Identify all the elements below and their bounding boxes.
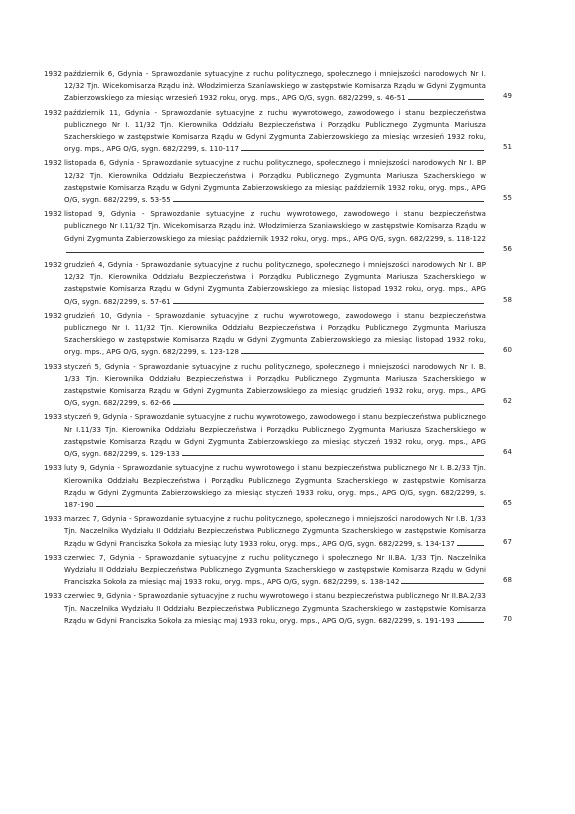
dot-leader	[182, 448, 484, 456]
toc-entry	[44, 310, 516, 359]
entry-year: 1932	[44, 210, 63, 219]
dot-leader	[96, 499, 484, 507]
entry-description	[64, 157, 516, 206]
dot-leader	[66, 245, 484, 253]
entry-description	[64, 310, 516, 359]
entry-year: 1933	[44, 553, 63, 562]
entry-text: październik 11, Gdynia - Sprawozdanie sytuacyjne z ruchu wywrotowego, zawodowego i stanu bezpieczeństwa publicznego Nr I. 11/32 Tjn. Kierownika Oddziału Bezpieczeństwa i Porządku Publicznego Zygmunta Mariusza Szacherskiego w zastępstwie Komisarza Rządu w Gdyni Zygmunta Zabierzowskiego za miesiąc wrzesień 1932 roku, oryg. mps., APG O/G, sygn. 682/2299, s. 110-117	[64, 108, 486, 154]
entry-text: styczeń 9, Gdynia - Sprawozdanie sytuacyjne z ruchu wywrotowego, zawodowego i stanu bezpieczeństwa publicznego Nr I.11/33 Tjn. Kierownika Oddziału Bezpieczeństwa i Porządku Publicznego Zygmunta Mariusza Szacherskiego w zastępstwie Komisarza Rządu w Gdyni Zygmunta Zabierzowskiego za miesiąc styczeń 1932 roku, oryg. mps., APG O/G, sygn. 682/2299, s. 129-133	[64, 413, 486, 459]
toc-entry	[44, 411, 516, 460]
entry-description	[64, 259, 516, 308]
entry-description	[64, 590, 516, 627]
entry-description	[64, 68, 516, 105]
entry-page-number: 56	[502, 244, 512, 253]
dot-leader	[173, 397, 484, 405]
toc-entry	[44, 68, 516, 105]
entry-year: 1933	[44, 413, 63, 422]
toc-entry	[44, 259, 516, 308]
entry-page-number: 55	[502, 194, 512, 203]
entry-page-number: 67	[502, 537, 512, 546]
dot-leader	[241, 143, 484, 151]
entry-year: 1932	[44, 108, 63, 117]
entry-year: 1933	[44, 515, 63, 524]
entry-description	[64, 107, 516, 156]
entry-description	[64, 208, 516, 257]
entry-year: 1933	[44, 464, 63, 473]
entry-description	[64, 552, 516, 589]
entry-text: czerwiec 9, Gdynia - Sprawozdanie sytuacyjne z ruchu wywrotowego i stanu bezpieczeństwa publicznego Nr II.BA.2/33 Tjn. Naczelnika Wydziału II Oddziału Bezpieczeństwa Publicznego Zygmunta Szacherskiego w zastępstwie Komisarza Rządu w Gdyni Franciszka Sokoła za miesiąc maj 1933 roku, oryg. mps., APG O/G, sygn. 682/2299, s. 191-193	[64, 592, 486, 625]
dot-leader	[173, 296, 484, 304]
entry-page-number: 51	[502, 143, 512, 152]
entry-text: październik 6, Gdynia - Sprawozdanie sytuacyjne z ruchu politycznego, społecznego i mniejszości narodowych Nr I. 12/32 Tjn. Wicekomisarza Rządu inż. Włodzimierza Szaniawskiego w zastępstwie Komisarza Rządu w Gdyni Zygmunta Zabierzowskiego za miesiąc wrzesień 1932 roku, oryg. mps., APG O/G, sygn. 682/2299, s. 46-51	[64, 70, 486, 103]
entry-year: 1932	[44, 311, 63, 320]
entry-text: listopada 6, Gdynia - Sprawozdanie sytuacyjne z ruchu politycznego, społecznego i mniejszości narodowych Nr I. BP 12/32 Tjn. Kierownika Oddziału Bezpieczeństwa i Porządku Publicznego Zygmunta Mariusza Szacherskiego w zastępstwie Komisarza Rządu w Gdyni Zygmunta Zabierzowskiego za miesiąc październik 1932 roku, oryg. mps., APG O/G, sygn. 682/2299, s. 53-55	[64, 159, 486, 205]
entry-year: 1932	[44, 159, 63, 168]
entry-text: grudzień 4, Gdynia - Sprawozdanie sytuacyjne z ruchu politycznego, społecznego i mniejszości narodowych Nr I. BP 12/32 Tjn. Kierownika Oddziału Bezpieczeństwa i Porządku Publicznego Zygmunta Mariusza Szacherskiego w zastępstwie Komisarza Rządu w Gdyni Zygmunta Zabierzowskiego za miesiąc listopad 1932 roku, oryg. mps., APG O/G, sygn. 682/2299, s. 57-61	[64, 261, 486, 306]
entry-description	[64, 361, 516, 410]
entry-year: 1932	[44, 70, 63, 78]
entry-text: luty 9, Gdynia - Sprawozdanie sytuacyjne z ruchu wywrotowego i stanu bezpieczeństwa publicznego Nr I. B.2/33 Tjn. Kierownika Oddziału Bezpieczeństwa i Porządku Publicznego Zygmunta Szacherskiego w zastępstwie Komisarza Rządu w Gdyni Zygmunta Zabierzowskiego za miesiąc styczeń 1933 roku, oryg. mps., APG O/G, sygn. 682/2299, s. 187-190	[64, 464, 486, 509]
entry-page-number: 49	[502, 92, 512, 101]
entry-page-number: 68	[502, 576, 512, 585]
entry-page-number: 64	[502, 448, 512, 457]
table-of-contents	[44, 68, 516, 629]
entry-description	[64, 411, 516, 460]
toc-entry	[44, 552, 516, 589]
entry-year: 1933	[44, 362, 63, 371]
dot-leader	[408, 92, 484, 100]
entry-text: styczeń 5, Gdynia - Sprawozdanie sytuacyjne z ruchu politycznego, społecznego i mniejszości narodowych Nr I. B. 1/33 Tjn. Kierownika Oddziału Bezpieczeństwa i Porządku Publicznego Zygmunta Mariusza Szacherskiego w zastępstwie Komisarza Rządu w Gdyni Zygmunta Zabierzowskiego za miesiąc grudzień 1932 roku, oryg. mps., APG O/G, sygn. 682/2299, s. 62-66	[64, 362, 486, 408]
entry-year: 1932	[44, 261, 63, 270]
entry-description	[64, 513, 516, 550]
entry-text: listopad 9, Gdynia - Sprawozdanie sytuacyjne z ruchu wywrotowego, zawodowego i stanu bezpieczeństwa publicznego Nr I.11/32 Tjn. Wicekomisarza Rządu inż. Włodzimierza Szaniawskiego w zastępstwie Komisarza Rządu w Gdyni Zygmunta Zabierzowskiego za miesiąc październik 1932 roku, oryg. mps., APG O/G, sygn. 682/2299, s. 118-122	[64, 210, 486, 243]
toc-entry	[44, 208, 516, 257]
entry-text: grudzień 10, Gdynia - Sprawozdanie sytuacyjne z ruchu wywrotowego, zawodowego i stanu bezpieczeństwa publicznego Nr I. 11/32 Tjn. Kierownika Oddziału Bezpieczeństwa i Porządku Publicznego Zygmunta Mariusza Szacherskiego w zastępstwie Komisarza Rządu w Gdyni Zygmunta Zabierzowskiego za miesiąc listopad 1932 roku, oryg. mps., APG O/G, sygn. 682/2299, s. 123-128	[64, 311, 486, 357]
entry-text: marzec 7, Gdynia - Sprawozdanie sytuacyjne z ruchu politycznego, społecznego i mniejszości narodowych Nr I.B. 1/33 Tjn. Naczelnika Wydziału II Oddziału Bezpieczeństwa Publicznego Zygmunta Szacherskiego w zastępstwie Komisarza Rządu w Gdyni Franciszka Sokoła za miesiąc luty 1933 roku, oryg. mps., APG O/G, sygn. 682/2299, s. 134-137	[64, 515, 486, 548]
entry-page-number: 65	[502, 498, 512, 507]
toc-entry	[44, 590, 516, 627]
dot-leader	[401, 576, 484, 584]
entry-description	[64, 462, 516, 511]
toc-entry	[44, 157, 516, 206]
dot-leader	[457, 615, 484, 623]
entry-text: czerwiec 7, Gdynia - Sprawozdanie sytuacyjne z ruchu politycznego i społecznego Nr II.BA. 1/33 Tjn. Naczelnika Wydziału II Oddziału Bezpieczeństwa Publicznego Zygmunta Szacherskiego w zastępstwie Komisarza Rządu w Gdyni Franciszka Sokoła za miesiąc maj 1933 roku, oryg. mps., APG O/G, sygn. 682/2299, s. 138-142	[64, 553, 486, 587]
toc-entry	[44, 107, 516, 156]
entry-page-number: 70	[502, 614, 512, 623]
entry-page-number: 60	[502, 346, 512, 355]
dot-leader	[241, 346, 484, 354]
toc-entry	[44, 361, 516, 410]
toc-entry	[44, 513, 516, 550]
dot-leader	[457, 538, 484, 546]
entry-year: 1933	[44, 592, 63, 601]
toc-entry	[44, 462, 516, 511]
entry-page-number: 62	[502, 397, 512, 406]
entry-page-number: 58	[502, 295, 512, 304]
dot-leader	[173, 194, 484, 202]
